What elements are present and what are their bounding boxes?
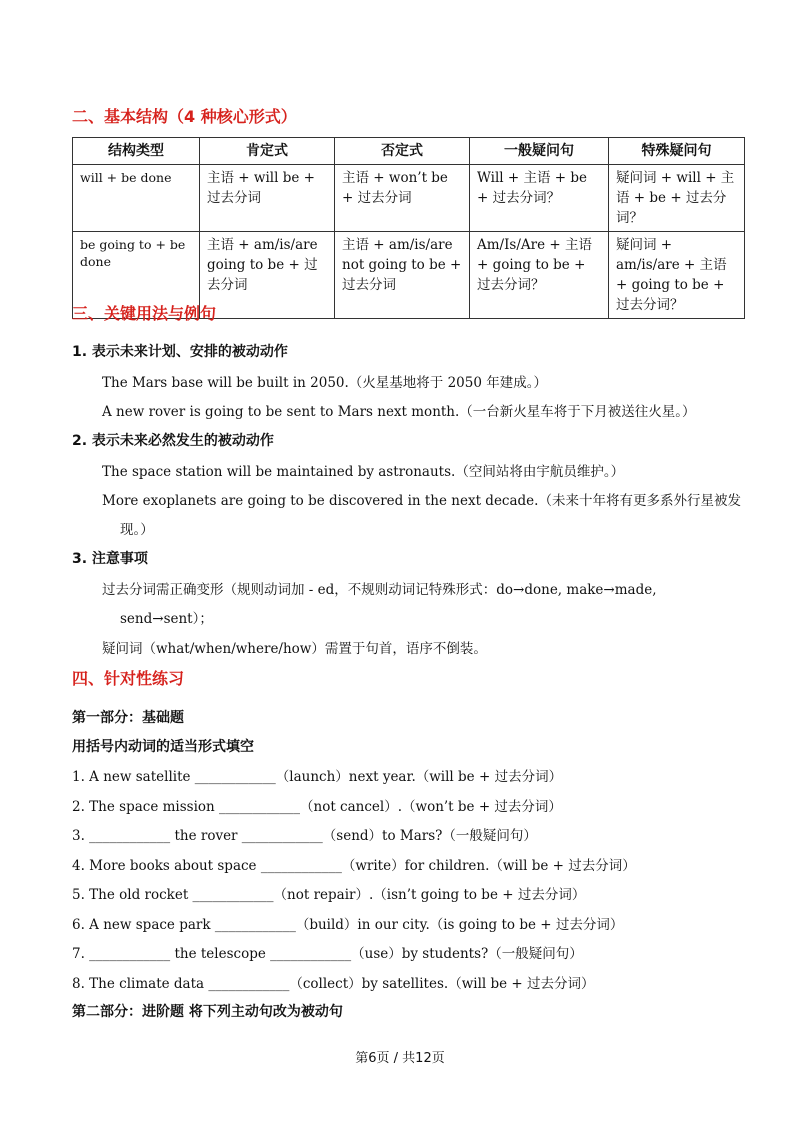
exercise-question: 7. ____________ the telescope ____________（use）by students?（一般疑问句） (72, 946, 583, 962)
table-header-row (73, 138, 745, 165)
exercise-question: 1. A new satellite ____________（launch）next year.（will be + 过去分词） (72, 769, 563, 785)
exercise-question: 4. More books about space ____________（write）for children.（will be + 过去分词） (72, 858, 636, 874)
example-sentence: A new rover is going to be sent to Mars next month.（一台新火星车将于下月被送往火星。） (102, 404, 696, 420)
table-row (73, 165, 745, 232)
page-footer: 第6页 / 共12页 (355, 1051, 445, 1066)
point-1-title: 1. 表示未来计划、安排的被动动作 (72, 344, 288, 360)
example-sentence: More exoplanets are going to be discovered in the next decade.（未来十年将有更多系外行星被发 (102, 493, 741, 509)
point-3-title: 3. 注意事项 (72, 551, 148, 567)
table-cell: be going to + be done (73, 232, 200, 319)
example-sentence-continued: 现。） (120, 522, 154, 538)
section-2-heading: 二、基本结构（4 种核心形式） (72, 107, 297, 126)
example-sentence: The Mars base will be built in 2050.（火星基地将于 2050 年建成。） (102, 375, 547, 391)
note-text-continued: send→sent）； (120, 611, 213, 627)
exercise-instruction: 用括号内动词的适当形式填空 (72, 739, 254, 755)
table-cell: 主语 + won’t be + 过去分词 (335, 165, 470, 232)
exercise-question: 8. The climate data ____________（collect）by satellites.（will be + 过去分词） (72, 976, 595, 992)
point-2-title: 2. 表示未来必然发生的被动动作 (72, 433, 274, 449)
structure-table (72, 137, 745, 319)
table-cell: 主语 + am/is/are not going to be + 过去分词 (335, 232, 470, 319)
part-2-title: 第二部分：进阶题 将下列主动句改为被动句 (72, 1004, 343, 1020)
table-cell: Am/Is/Are + 主语 + going to be + 过去分词？ (470, 232, 609, 319)
table-header: 特殊疑问句 (609, 138, 745, 165)
part-1-title: 第一部分：基础题 (72, 710, 184, 726)
table-header: 一般疑问句 (470, 138, 609, 165)
exercise-question: 2. The space mission ____________（not cancel）.（won’t be + 过去分词） (72, 799, 562, 815)
exercise-question: 3. ____________ the rover ____________（send）to Mars?（一般疑问句） (72, 828, 537, 844)
table-cell: 主语 + am/is/are going to be + 过去分词 (200, 232, 335, 319)
table-cell: Will + 主语 + be + 过去分词？ (470, 165, 609, 232)
exercise-question: 6. A new space park ____________（build）in our city.（is going to be + 过去分词） (72, 917, 624, 933)
exercise-question: 5. The old rocket ____________（not repair）.（isn’t going to be + 过去分词） (72, 887, 586, 903)
table-cell: 主语 + will be + 过去分词 (200, 165, 335, 232)
section-3-heading: 三、关键用法与例句 (72, 304, 217, 323)
note-text: 过去分词需正确变形（规则动词加 - ed，不规则动词记特殊形式：do→done, make→made, (102, 582, 657, 598)
table-header: 结构类型 (73, 138, 200, 165)
section-4-heading: 四、针对性练习 (72, 669, 185, 688)
table-header: 肯定式 (200, 138, 335, 165)
note-text: 疑问词（what/when/where/how）需置于句首，语序不倒装。 (102, 641, 487, 657)
table-cell: will + be done (73, 165, 200, 232)
table-cell: 疑问词 + am/is/are + 主语 + going to be + 过去分词？ (609, 232, 745, 319)
table-header: 否定式 (335, 138, 470, 165)
example-sentence: The space station will be maintained by astronauts.（空间站将由宇航员维护。） (102, 464, 625, 480)
table-cell: 疑问词 + will + 主语 + be + 过去分词？ (609, 165, 745, 232)
